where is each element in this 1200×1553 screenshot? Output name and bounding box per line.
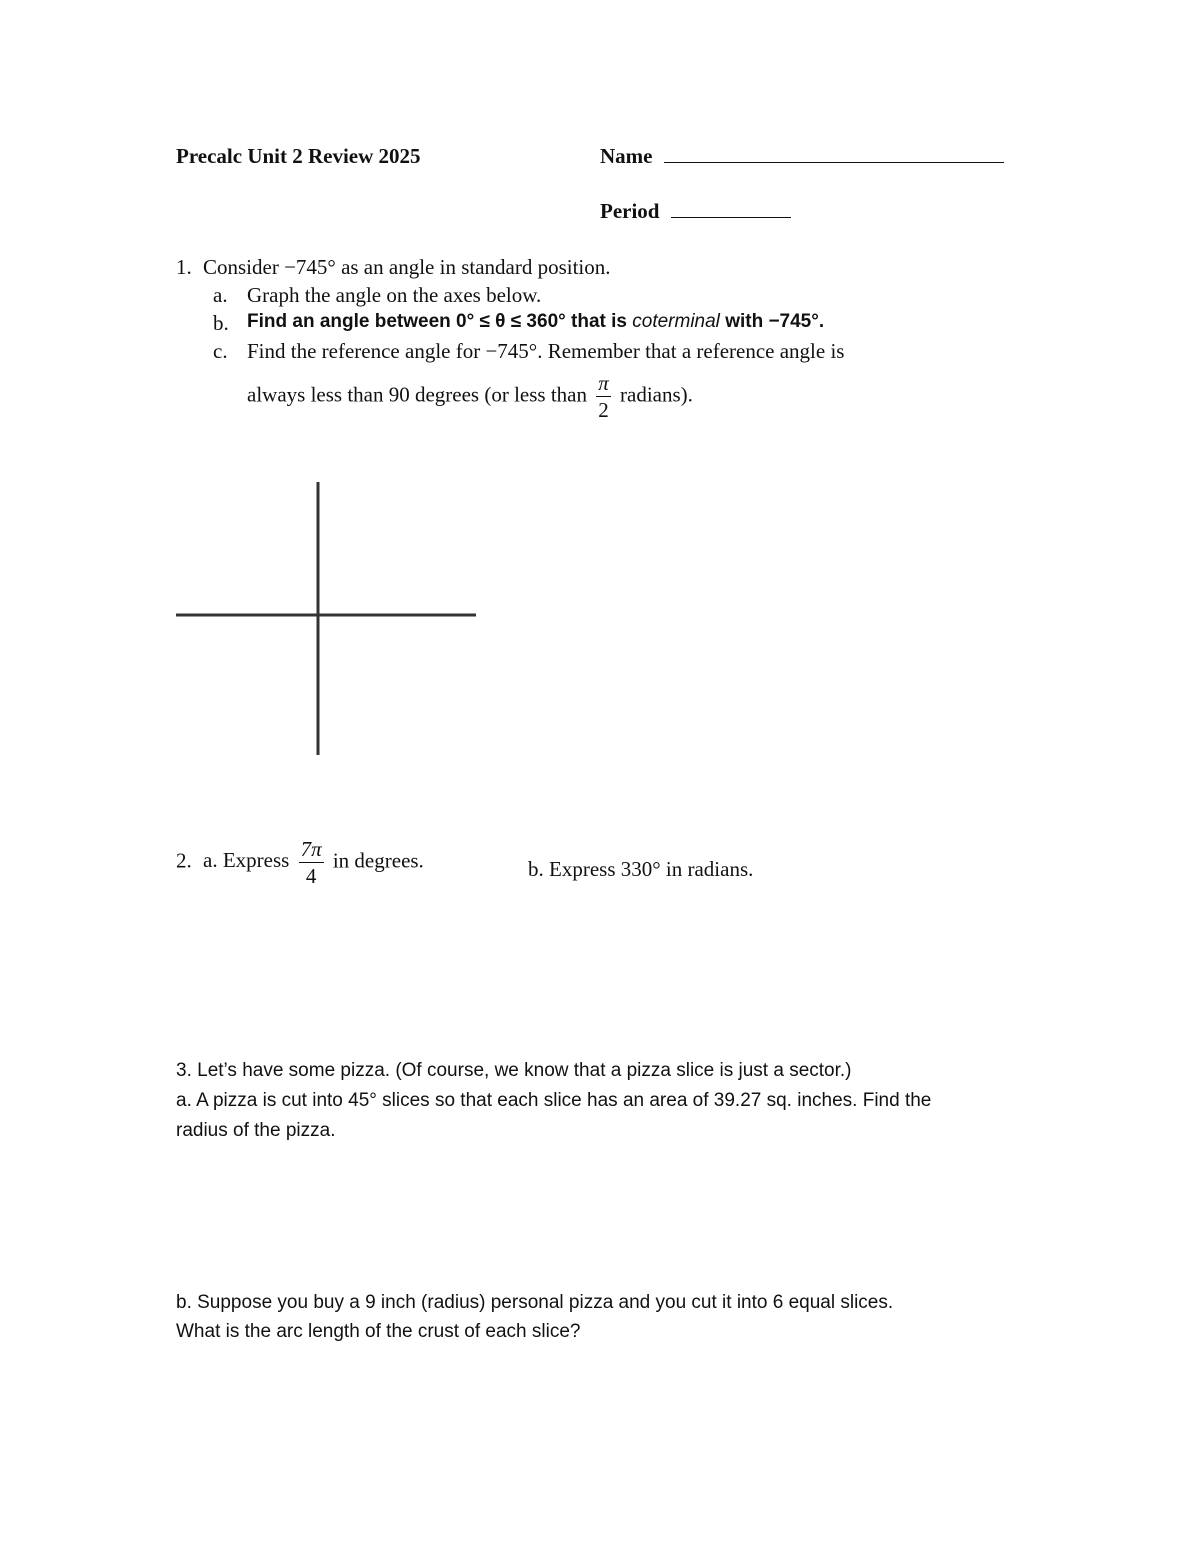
q3b-line2: What is the arc length of the crust of each slice?: [176, 1321, 581, 1342]
q1b-label: b.: [213, 311, 229, 335]
q1-number: 1.: [176, 255, 192, 279]
q2a-fraction: [299, 838, 324, 887]
q1c-text-line2-start: always less than 90 degrees (or less than: [247, 382, 587, 407]
q1b-text-1: Find an angle between 0° ≤ θ ≤ 360° that is: [247, 311, 627, 332]
period-field[interactable]: [600, 199, 791, 224]
q1c-label: c.: [213, 339, 228, 363]
q1c-fraction-bar: [596, 396, 611, 397]
name-blank-line: [664, 144, 1004, 163]
q1a-label: a.: [213, 283, 228, 307]
q2-number: 2.: [176, 848, 192, 873]
q3a-line2: radius of the pizza.: [176, 1120, 336, 1141]
q1a-text: Graph the angle on the axes below.: [247, 283, 542, 307]
period-label: Period: [600, 199, 660, 223]
worksheet-title: Precalc Unit 2 Review 2025: [176, 144, 421, 168]
q2a-text-end: in degrees.: [332, 848, 424, 873]
period-blank-line: [671, 199, 791, 218]
q2a-fraction-denominator: 4: [305, 864, 317, 889]
q1c-fraction-numerator: π: [598, 371, 609, 395]
q1b-text-2: with −745°.: [725, 311, 825, 332]
q3a-line1: a. A pizza is cut into 45° slices so that each slice has an area of 39.27 sq. inches. Find the: [176, 1090, 932, 1111]
q2a-fraction-bar: [299, 862, 324, 863]
q1c-fraction: [596, 372, 611, 421]
name-label: Name: [600, 144, 653, 168]
q1b-coterminal: coterminal: [632, 311, 720, 332]
q2b-text: b. Express 330° in radians.: [528, 857, 754, 881]
coordinate-axes[interactable]: [176, 482, 478, 758]
q1c-fraction-denominator: 2: [598, 398, 609, 423]
q1c-text-line1: Find the reference angle for −745°. Remember that a reference angle is: [247, 339, 845, 363]
q3-intro: 3. Let’s have some pizza. (Of course, we know that a pizza slice is just a sector.): [176, 1060, 852, 1081]
q1-stem-text: Consider −745° as an angle in standard position.: [203, 255, 611, 279]
q2a-fraction-numerator: 7π: [300, 837, 322, 861]
q2a-text-start: a. Express: [203, 848, 290, 873]
q1c-text-line2-end: radians).: [620, 382, 693, 407]
q1c-text-line2: [247, 372, 693, 421]
q1b-text: [247, 311, 824, 333]
q3b-line1: b. Suppose you buy a 9 inch (radius) personal pizza and you cut it into 6 equal slices.: [176, 1292, 894, 1313]
q1-stem: [176, 255, 611, 280]
name-field[interactable]: [600, 144, 1004, 169]
q2a: [176, 838, 424, 887]
